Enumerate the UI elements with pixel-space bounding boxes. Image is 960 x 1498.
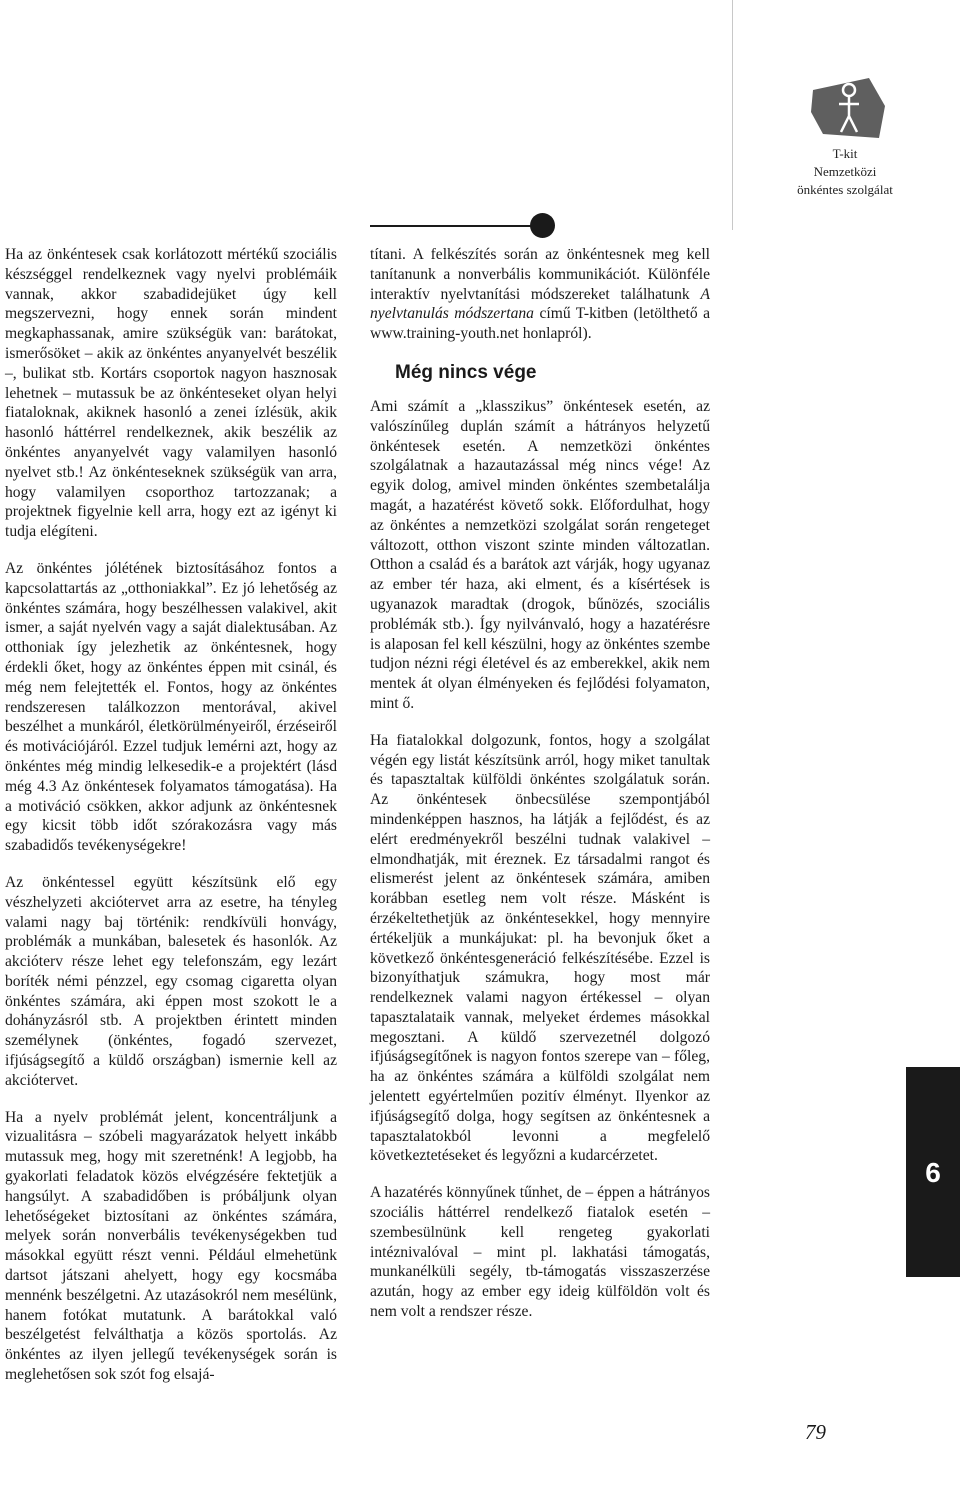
page-number: 79 (805, 1420, 826, 1444)
paragraph: Ha fiatalokkal dolgozunk, fontos, hogy a szolgálat végén egy listát készítsünk arról, hogy miket tanultak és tapasztaltak külföldi önkéntes szolgálatuk során. Az önkéntesek önbecsülése szempontjából mindenképpen hasznos, ha látják a fejlődést, és az elért eredményekről beszélni tudnak valakivel – elmondhatják, mit éreznek. Ez társadalmi rangot és elismerést jelent az önkéntesek számára, amiben korábban esetleg nem volt része. Másként is érzékeltethetjük az önkéntesekkel, hogy mennyire értékeljük a munkájukat: pl. ha bevonjuk őket a következő önkéntesgeneráció felkészítésébe. Ezzel is bizonyíthatjuk számukra, hogy most már rendelkeznek valami nagyon értékessel – olyan tapasztalataik vannak, melyeket érdemes másokkal megosztani. A küldő szervezetnél dolgozó ifjúságsegítőnek is nagyon fontos szerepe van – főleg, ha az önkéntes számára a külföldi szolgálat nem jelentett egyértelműen pozitív élményt. Ilyenkor az ifjúságsegítő dolga, hogy segítsen az önkéntesnek a tapasztalatokból levonni a megfelelő következtetéseket és legyőzni a kudarcérzetet. (370, 731, 710, 1165)
chapter-tab (906, 1067, 960, 1277)
paragraph: A hazatérés könnyűnek tűnhet, de – éppen a hátrányos szociális háttérrel rendelkező fiatalok esetén – szembesülnünk kell rengeteg gyakorlati intéznivalóval – mint pl. lakhatási támogatás, munkanélküli segély, tb-támogatás visszaszerzése azután, hogy az ember egy ideig külföldön volt és nem volt a rendszer része. (370, 1184, 710, 1321)
section-rule-dot (530, 213, 555, 238)
paragraph (370, 245, 710, 344)
series-title-line1: T-kit (832, 146, 858, 161)
series-title-line2: Nemzetközi (813, 164, 877, 179)
right-column (370, 245, 710, 1339)
series-title (760, 145, 930, 199)
t-kit-logo-icon (809, 76, 887, 142)
paragraph: Ami számít a „klasszikus” önkéntesek esetén, az valószínűleg duplán számít a hátrányos helyzetű önkéntesek esetén. A nemzetközi önkéntes szolgálatnak a hazautazással még nincs vége! Az egyik dolog, amivel minden önkéntes szembetalálja magát, a hazatérést követő sokk. Előfordulhat, hogy az önkéntes a nemzetközi szolgálat során rengeteget változott, otthon viszont szinte minden változatlan. Otthon a család és a barátok azt várják, hogy ugyanaz az ember tér haza, aki elment, és a kísértések is ugyanazok maradtak (drogok, bűnözés, szociális problémák stb.). Így nyilvánvaló, hogy a hazatérésre is alaposan fel kell készülni, hogy az önkéntes szembe tudjon nézni régi életével és az emberekkel, akik nem mentek át olyan élményeken és fejlődési folyamaton, mint ő. (370, 397, 710, 712)
text-run: títani. A felkészítés során az önkéntesnek meg kell tanítanunk a nonverbális kommunikációt. Különféle interaktív nyelvtanítási módszereket találhatunk (370, 246, 710, 303)
left-column (5, 245, 337, 1402)
section-rule (370, 225, 542, 227)
text-run: című T-kitben (letölthető a www.training-youth.net honlapról). (370, 305, 710, 343)
paragraph: Ha a nyelv problémát jelent, koncentráljunk a vizualitásra – szóbeli magyarázatok helyett inkább mutassuk meg, hogy mit szeretnénk! A legjobb, ha gyakorlati feladatok közös elvégzésére fektetjük a hangsúlyt. A szabadidőben is próbáljunk olyan lehetőségeket biztosítani az önkéntes számára, melyek során nonverbális tevékenységekben tud másokkal együtt részt venni. Például elmehetünk dartsot játszani ahelyett, hogy egy kocsmába mennénk beszélgetni. Az utazásokról nem mesélünk, hanem fotókat mutatunk. A barátokkal való beszélgetést felválthatja a közös sportolás. Az önkéntes az ilyen jellegű tevékenységek során is meglehetősen sok szót fog elsajá- (5, 1108, 337, 1384)
paragraph: Az önkéntes jólétének biztosításához fontos a kapcsolattartás az „otthoniakkal”. Ez jó lehetőség az önkéntes számára, hogy beszélhessen valakivel, akit ismer, a saját nyelvén vagy a saját dialektusában. Az otthoniak így jelezhetik az önkéntesnek, hogy érdekli őket, hogy az önkéntes éppen mit csinál, és még nem felejtették el. Fontos, hogy az önkéntes rendszeresen találkozzon mentorával, akivel beszélhet a munkáról, életkörülményeiről, érzéseiről és motivációjáról. Ezzel tudjuk lemérni azt, hogy az önkéntes még mindig lelkesedik-e a projektért (lásd még 4.3 Az önkéntesek folyamatos támogatása). Ha a motiváció csökken, akkor adjunk az önkéntesnek egy kicsit több időt szórakozásra vagy más szabadidős tevékenységekre! (5, 559, 337, 855)
chapter-number: 6 (925, 1157, 941, 1188)
publication-title: A nyelvtanulás módszertana (370, 285, 710, 323)
series-title-line3: önkéntes szolgálat (797, 182, 893, 197)
paragraph: Ha az önkéntesek csak korlátozott mértékű szociális készséggel rendelkeznek vagy nyelvi problémáik vannak, akkor szabadidejüket úgy kell megszervezni, hogy ennek során mindent megkaphassanak, amire szükségük van: barátokat, ismerősöket – akik az önkéntes anyanyelvét beszélik –, bulikat stb. Kortárs csoportok nagyon hasznosak lehetnek – mutassuk be az önkénteseket olyan helyi fiataloknak, akiknek hasonló a zenei ízlésük, akik hasonló háttérrel rendelkeznek, akik beszélik az önkéntes anyanyelvét vagy valamilyen hasonló nyelvet stb.! Az önkénteseknek szükségük van arra, hogy valamilyen csoporthoz tartozzanak; a projektnek figyelnie kell arra, hogy ezt az igényt ki tudja elégíteni. (5, 246, 337, 541)
header-divider-line (732, 0, 733, 230)
section-heading: Még nincs vége (395, 361, 537, 383)
paragraph: Az önkéntessel együtt készítsünk elő egy vészhelyzeti akciótervet arra az esetre, ha tényleg valami nagy baj történik: rendkívüli honvágy, problémák a munkában, balesetek és hasonlók. Az akcióterv része lehet egy telefonszám, egy lezárt boríték némi pénzzel, egy csomag cigaretta olyan önkéntes számára, aki éppen most szokott le a dohányzásról stb. A projektben érintett minden személynek (önkéntes, fogadó szervezet, ifjúságsegítő a küldő országban) ismernie kell az akciótervet. (5, 873, 337, 1089)
